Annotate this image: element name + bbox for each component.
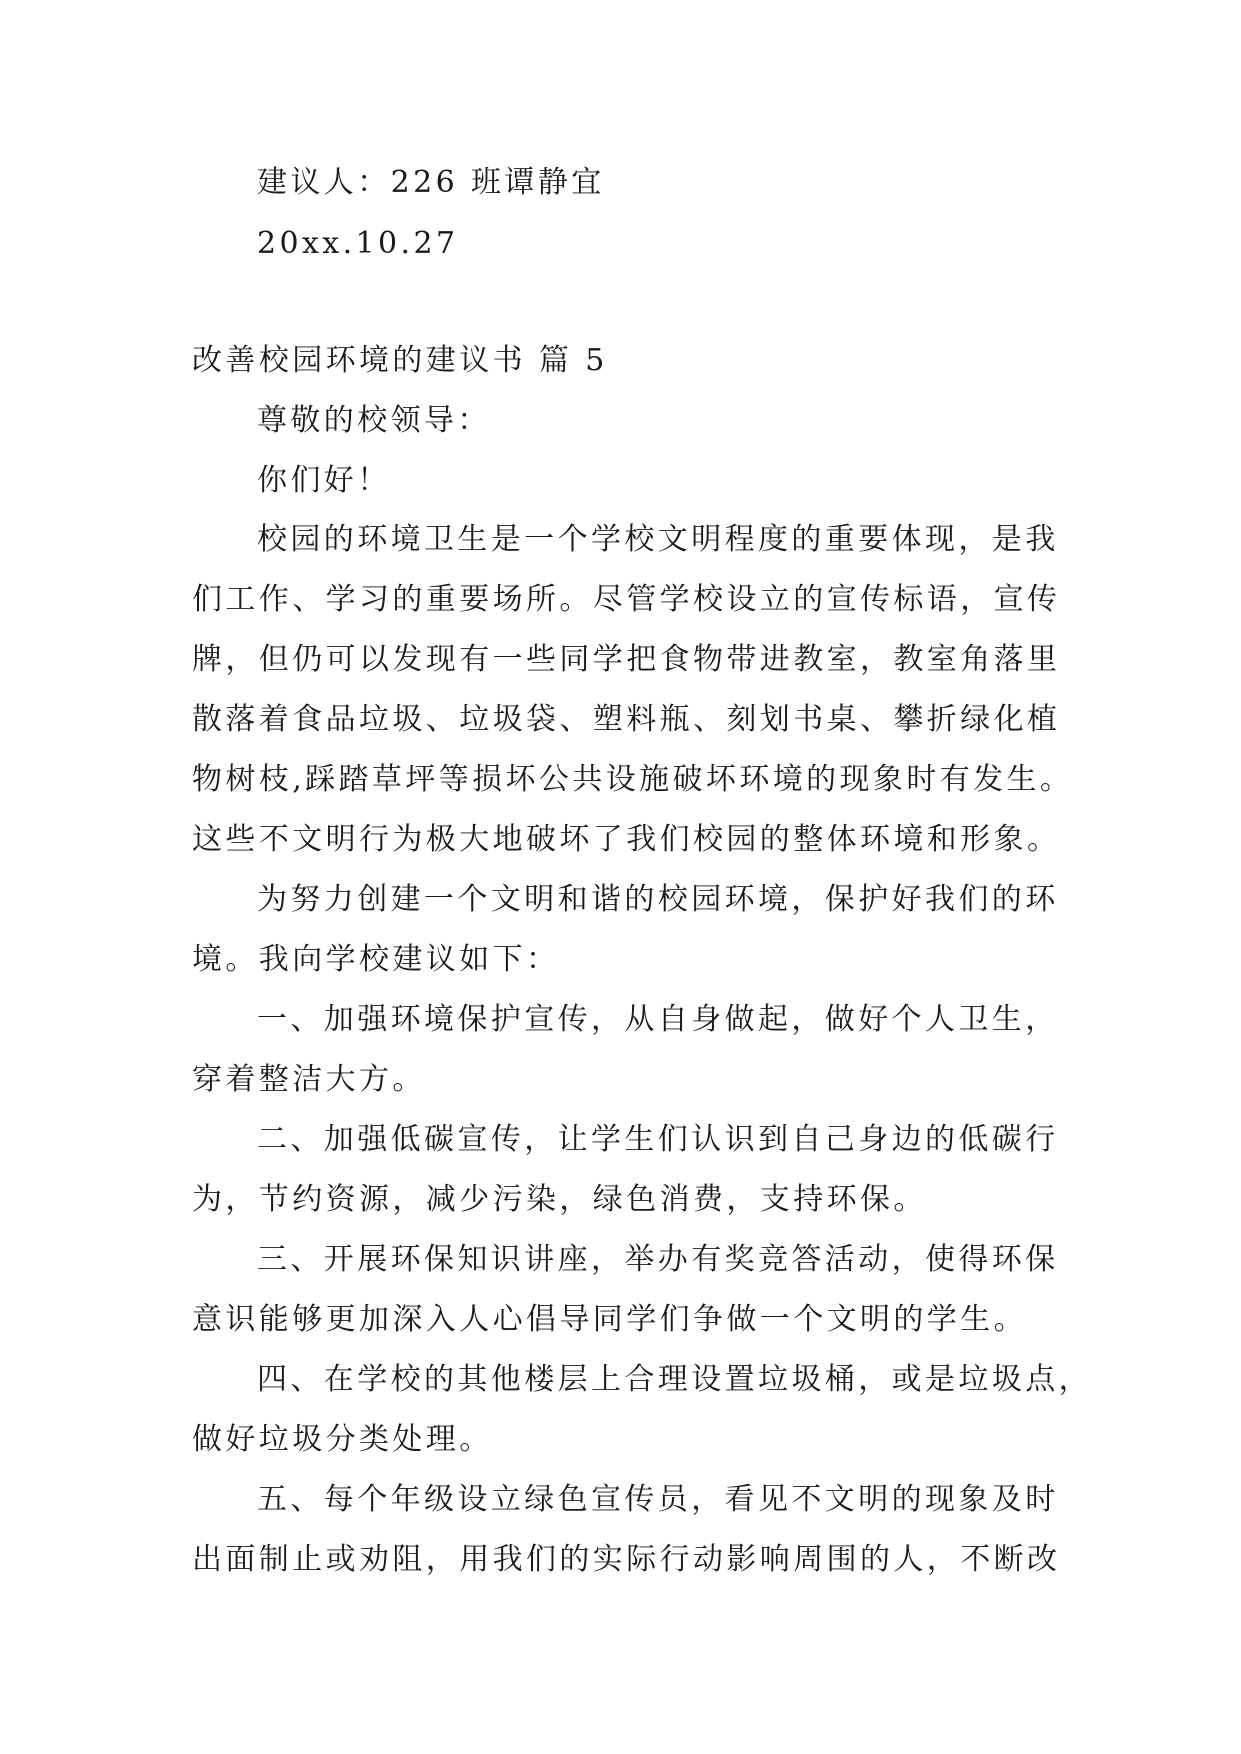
paragraph-line: 物树枝,踩踏草坪等损坏公共设施破坏环境的现象时有发生。 — [192, 762, 1074, 797]
paragraph-line: 境。我向学校建议如下： — [192, 942, 560, 977]
proposal-item-4: 四、在学校的其他楼层上合理设置垃圾桶，或是垃圾点， — [257, 1362, 1092, 1397]
paragraph-line: 为，节约资源，减少污染，绿色消费，支持环保。 — [192, 1182, 927, 1217]
paragraph-line: 们工作、学习的重要场所。尽管学校设立的宣传标语，宣传 — [192, 582, 1061, 617]
paragraph-line: 为努力创建一个文明和谐的校园环境，保护好我们的环 — [257, 882, 1059, 917]
paragraph-line: 意识能够更加深入人心倡导同学们争做一个文明的学生。 — [192, 1302, 1027, 1337]
greeting: 你们好！ — [257, 463, 391, 498]
proposal-item-2: 二、加强低碳宣传，让学生们认识到自己身边的低碳行 — [257, 1122, 1059, 1157]
proposer-signature: 建议人：226 班谭静宜 — [257, 165, 605, 200]
paragraph-line: 出面制止或劝阻，用我们的实际行动影响周围的人，不断改 — [192, 1542, 1061, 1577]
paragraph-line: 做好垃圾分类处理。 — [192, 1422, 493, 1457]
paragraph-line: 散落着食品垃圾、垃圾袋、塑料瓶、刻划书桌、攀折绿化植 — [192, 702, 1061, 737]
paragraph-line: 牌，但仍可以发现有一些同学把食物带进教室，教室角落里 — [192, 642, 1061, 677]
proposal-item-3: 三、开展环保知识讲座，举办有奖竞答活动，使得环保 — [257, 1242, 1059, 1277]
proposal-item-5: 五、每个年级设立绿色宣传员，看见不文明的现象及时 — [257, 1482, 1059, 1517]
signature-date: 20xx.10.27 — [257, 226, 459, 261]
salutation: 尊敬的校领导： — [257, 403, 491, 438]
paragraph-line: 这些不文明行为极大地破坏了我们校园的整体环境和形象。 — [192, 822, 1061, 857]
section-title: 改善校园环境的建议书 篇 5 — [192, 343, 608, 378]
paragraph-line: 穿着整洁大方。 — [192, 1062, 426, 1097]
proposal-item-1: 一、加强环境保护宣传，从自身做起，做好个人卫生， — [257, 1002, 1059, 1037]
paragraph-line: 校园的环境卫生是一个学校文明程度的重要体现，是我 — [257, 522, 1059, 557]
